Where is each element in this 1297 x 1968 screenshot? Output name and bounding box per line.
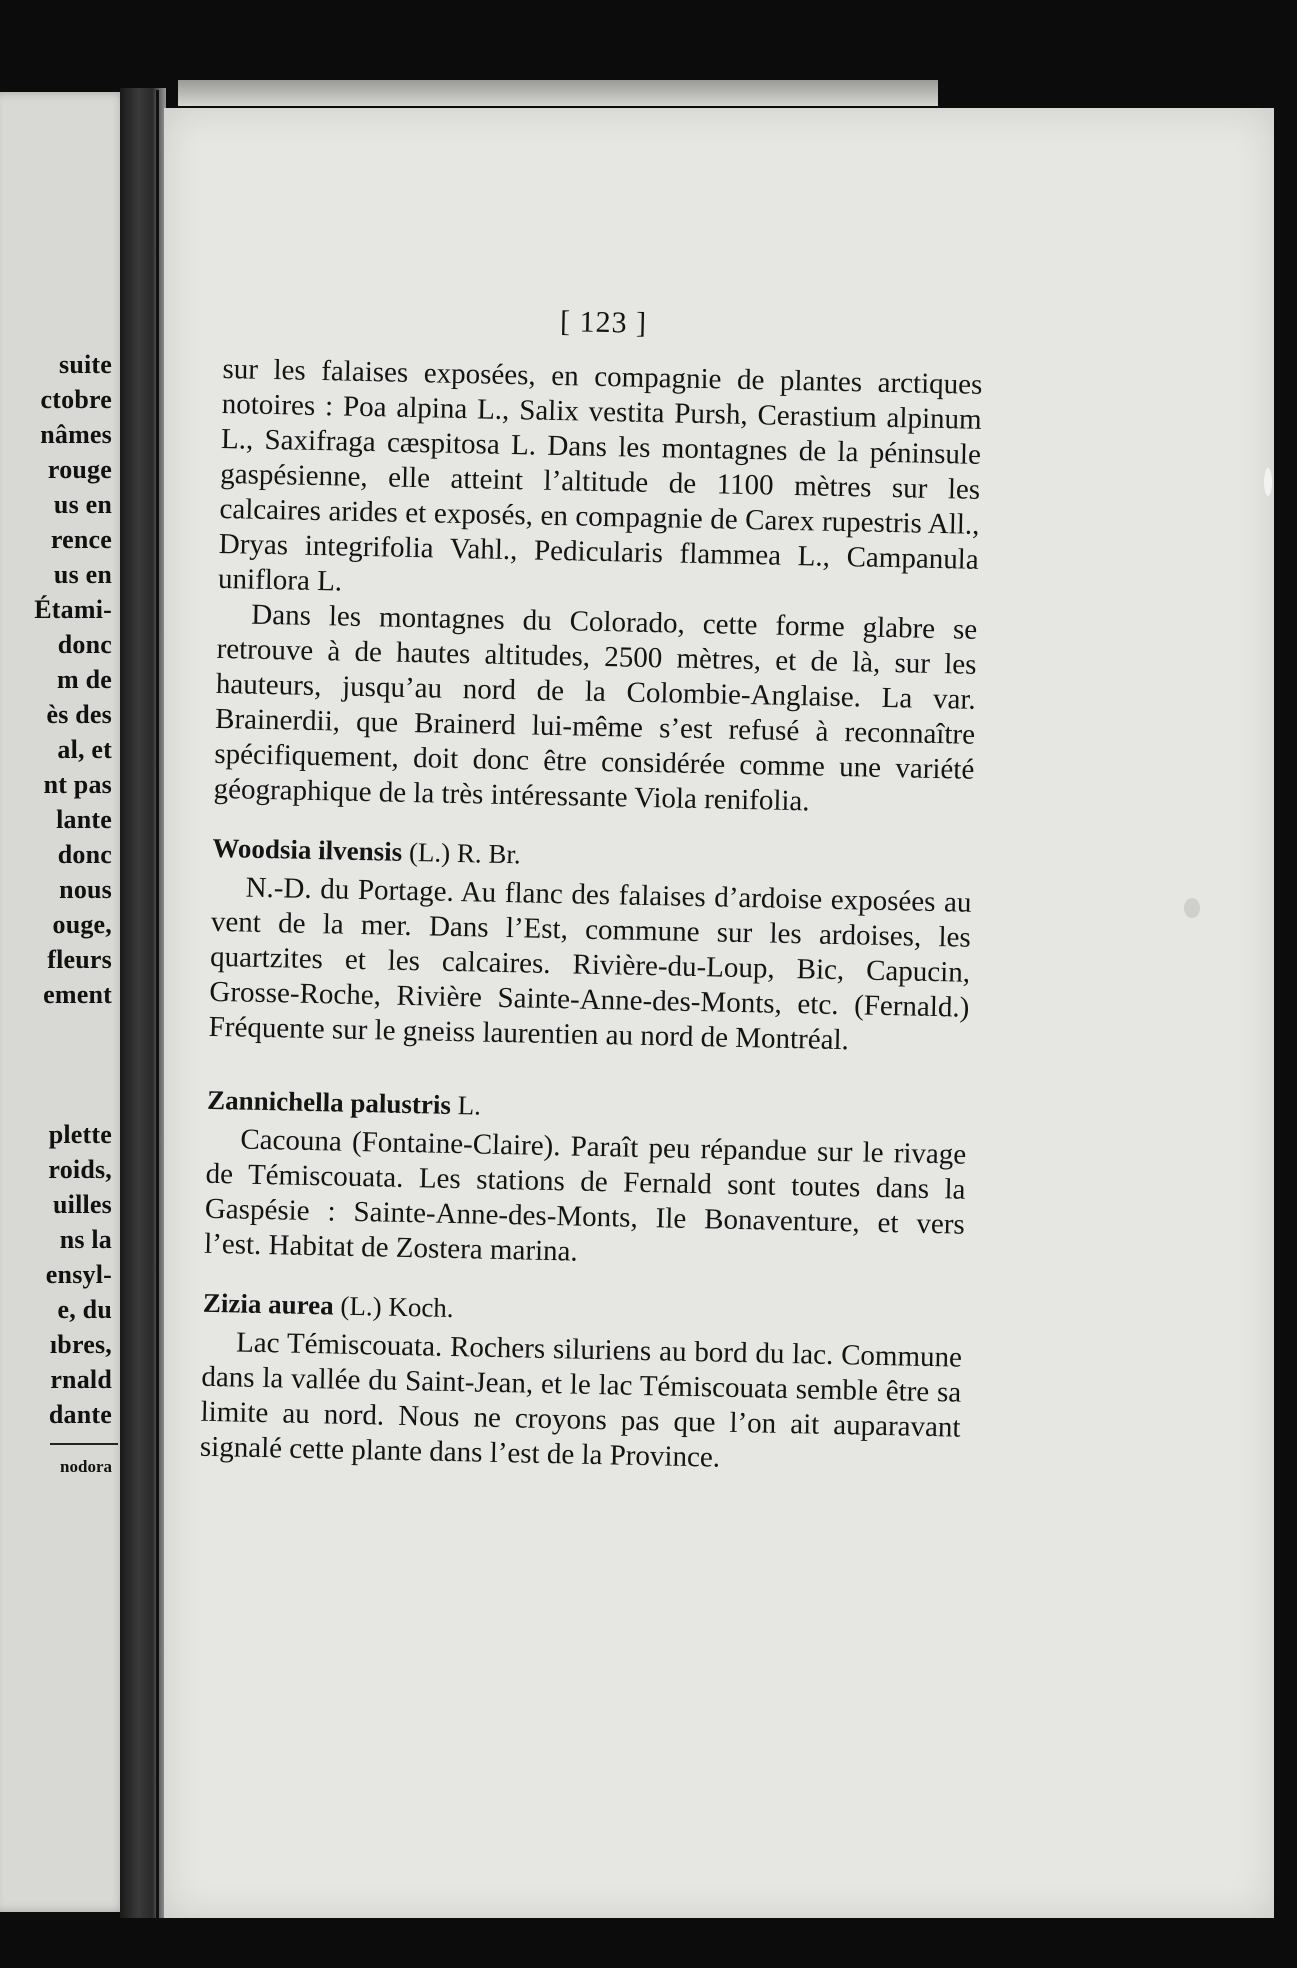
previous-page-line: Étami- <box>34 595 112 624</box>
previous-page-line: ensyl- <box>45 1260 112 1289</box>
page-text-block <box>200 298 984 1481</box>
previous-page-line: rnald <box>50 1365 112 1394</box>
previous-page-line: plette <box>48 1120 112 1149</box>
entry-text-zizia: Lac Témiscouata. Rochers siluriens au bord du lac. Commune dans la vallée du Saint-Jean, et le lac Témiscouata semble être sa limite au nord. Nous ne croyons pas que l’on ait auparavant signalé cette plante dans l’est de la Province. <box>199 1326 963 1474</box>
page-speck <box>1184 898 1200 918</box>
previous-page-line: ns la <box>59 1225 112 1254</box>
previous-page-line: e, du <box>57 1295 112 1324</box>
previous-page-line: ement <box>43 980 112 1009</box>
previous-page-line: nous <box>59 875 112 904</box>
page-edge-speck <box>1264 468 1272 496</box>
previous-page-line: fleurs <box>47 945 112 974</box>
previous-page-line: donc <box>57 840 112 869</box>
species-name: Zizia aurea <box>202 1287 334 1321</box>
previous-page-line: uilles <box>53 1190 112 1219</box>
entry-text-woodsia: N.-D. du Portage. Au flanc des falaises d’ardoise exposées au vent de la mer. Dans l’Est, commune sur les ardoises, les quartzites et les calcaires. Rivière-du-Loup, Bic, Capucin, Grosse-Roche, Rivière Sainte-Anne-des-Monts, etc. (Fernald.) Fréquente sur le gneiss laurentien au nord de Montréal. <box>208 871 972 1057</box>
book-gutter <box>120 88 166 1918</box>
previous-page-line: suite <box>59 350 112 379</box>
footnote-divider <box>50 1443 118 1445</box>
species-author: (L.) R. Br. <box>408 836 522 870</box>
gutter-edge-line <box>156 90 159 1920</box>
previous-page-line: nt pas <box>43 770 112 799</box>
previous-page-line: us en <box>53 560 112 589</box>
species-author: (L.) Koch. <box>340 1290 454 1324</box>
book-page <box>164 108 1274 1918</box>
previous-page-line: al, et <box>57 735 112 764</box>
previous-page-line: dante <box>48 1400 112 1429</box>
previous-page-line: roids, <box>48 1155 112 1184</box>
page-top-edge <box>178 80 938 106</box>
previous-page-line: lante <box>56 805 112 834</box>
previous-page-line: ouge, <box>52 910 112 939</box>
previous-page-line: m de <box>57 665 112 694</box>
previous-page-line: donc <box>57 630 112 659</box>
species-name: Zannichella palustris <box>206 1084 452 1120</box>
previous-page-line: us en <box>53 490 112 519</box>
species-name: Woodsia ilvensis <box>212 832 403 867</box>
paragraph-1: sur les falaises exposées, en compagnie de plantes arctiques notoires : Poa alpina L., Salix vestita Pursh, Cerastium alpinum L., Saxifraga cæspitosa L. Dans les montagnes de la péninsule gaspésienne, elle atteint l’altitude de 1100 mètres sur les calcaires arides et exposés, en compagnie de Carex rupestris All., Dryas integrifolia Vahl., Pedicularis flammea L., Campanula uniflora L. <box>217 352 983 598</box>
previous-page-line: ıbres, <box>49 1330 112 1359</box>
previous-page-line: rence <box>50 525 112 554</box>
previous-page-line: rouge <box>47 455 112 484</box>
page-number: [ 123 ] <box>559 305 648 340</box>
entry-text-zannichella: Cacouna (Fontaine-Claire). Paraît peu répandue sur le rivage de Témiscouata. Les stations de Fernald sont toutes dans la Gaspésie : Sainte-Anne-des-Monts, Ile Bonaventure, et vers l’est. Habitat de Zostera marina. <box>203 1123 967 1268</box>
previous-page-footnote: nodora <box>60 1457 112 1476</box>
paragraph-2: Dans les montagnes du Colorado, cette forme glabre se retrouve à de hautes altitudes, 2500 mètres, et de là, sur les hauteurs, jusqu’au nord de la Colombie-Anglaise. La var. Brainerdii, que Brainerd lui-même s’est refusé à reconnaître spécifiquement, doit donc être considérée comme une variété géographique de la très intéressante Viola renifolia. <box>213 598 978 818</box>
previous-page-line: nâmes <box>40 420 112 449</box>
previous-page-line: ctobre <box>40 385 112 414</box>
previous-page-line: ès des <box>46 700 112 729</box>
species-author: L. <box>457 1090 482 1121</box>
